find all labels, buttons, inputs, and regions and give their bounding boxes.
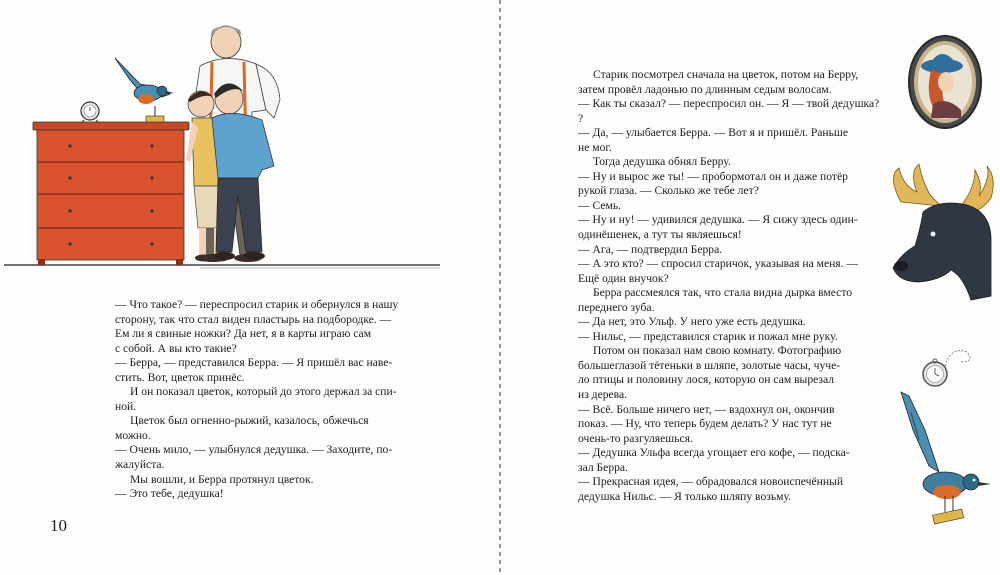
right-page <box>501 0 1000 575</box>
text-line: — Да нет, это Ульф. У него уже есть дедушка. <box>578 315 806 329</box>
text-line: — Ну и ну! — удивился дедушка. — Я сижу здесь один- <box>578 213 858 227</box>
text-line: — Прекрасная идея, — обрадовался новоиспечённый <box>578 475 844 489</box>
text-line: Старик посмотрел сначала на цветок, потом на Берру, <box>593 68 859 81</box>
text-line: одинёшенек, а тут ты являешься! <box>578 228 742 242</box>
text-line: Цветок был огненно-рыжий, казалось, обжечься <box>130 414 369 428</box>
dresser <box>33 122 189 265</box>
framed-portrait <box>909 36 981 128</box>
text-line: ? <box>578 111 584 125</box>
text-line: зал Берра. <box>578 460 628 474</box>
text-line: Тогда дедушка обнял Берру. <box>593 155 731 169</box>
left-page <box>0 0 499 575</box>
text-line: — Да, — улыбается Берра. — Вот я и пришёл. Раньше <box>578 126 849 140</box>
text-line: из дерева. <box>578 388 628 402</box>
text-line: можно. <box>115 428 151 442</box>
text-line: ло птицы и половину лося, которую он сам вырезал <box>578 373 835 387</box>
text-line: — А это кто? — спросил старичок, указывая на меня. — <box>578 257 859 271</box>
text-line: Мы вошли, и Берра протянул цветок. <box>130 472 314 486</box>
text-line: Ещё один внучок? <box>578 271 669 285</box>
text-line: рукой глаза. — Сколько же тебе лет? <box>578 184 759 198</box>
text-line: — Нильс, — представился старик и пожал мне руку. <box>578 329 838 343</box>
left-page-text <box>115 298 425 502</box>
text-line: стить. Вот, цветок принёс. <box>115 370 245 384</box>
text-line: Потом он показал нам свою комнату. Фотографию <box>593 344 842 358</box>
text-line: показ. — Ну, что теперь будем делать? У нас тут не <box>578 417 832 431</box>
text-line: — Семь. <box>578 198 622 212</box>
text-line: — Очень мило, — улыбнулся дедушка. — Заходите, по- <box>115 443 393 457</box>
stuffed-bird-right <box>901 392 991 524</box>
moose-head-carving <box>893 164 993 300</box>
text-line: переднего зуба. <box>578 300 655 314</box>
pocket-watch <box>923 351 970 386</box>
text-line: — Берра, — представился Берра. — Я пришёл вас наве- <box>115 356 393 370</box>
text-line: — Дедушка Ульфа всегда угощает его кофе, — подска- <box>578 446 850 460</box>
text-line: — Это тебе, дедушка! <box>115 487 224 501</box>
text-line: сторону, так что стал виден пластырь на подбородке. — <box>115 312 392 326</box>
margin-illustrations <box>501 0 1000 575</box>
text-line: затем провёл ладонью по длинным седым волосам. <box>578 82 832 96</box>
text-line: — Что такое? — переспросил старик и обернулся в нашу <box>115 298 399 311</box>
text-line: с собой. А вы кто такие? <box>115 341 237 355</box>
text-line: Берра рассмеялся так, что стала видна дырка вместо <box>593 286 853 300</box>
text-line: дедушка Нильс. — Я только шляпу возьму. <box>578 489 791 503</box>
text-line: — Всё. Больше ничего нет, — вздохнул он, окончив <box>578 402 835 416</box>
text-line: не мог. <box>578 140 612 154</box>
alarm-clock <box>81 102 99 122</box>
text-line: — Ну и вырос же ты! — пробормотал он и даже потёр <box>578 169 848 183</box>
text-line: Ем ли я свиные ножки? Да нет, я в карты играю сам <box>115 327 372 341</box>
page-number: 10 <box>50 516 67 535</box>
text-line: — Как ты сказал? — переспросил он. — Я — твой дедушка? <box>578 97 880 111</box>
text-line: — Ага, — подтвердил Берра. <box>578 242 723 256</box>
text-line: большеглазой тётеньки в шляпе, золотые часы, чуче- <box>578 358 841 372</box>
text-line: ной. <box>115 399 137 413</box>
text-line: И он показал цветок, который до этого держал за спи- <box>130 385 397 399</box>
stuffed-bird-left <box>115 58 174 122</box>
text-line: очень-то разгуляешься. <box>578 431 693 445</box>
text-line: жалуйста. <box>115 458 165 472</box>
